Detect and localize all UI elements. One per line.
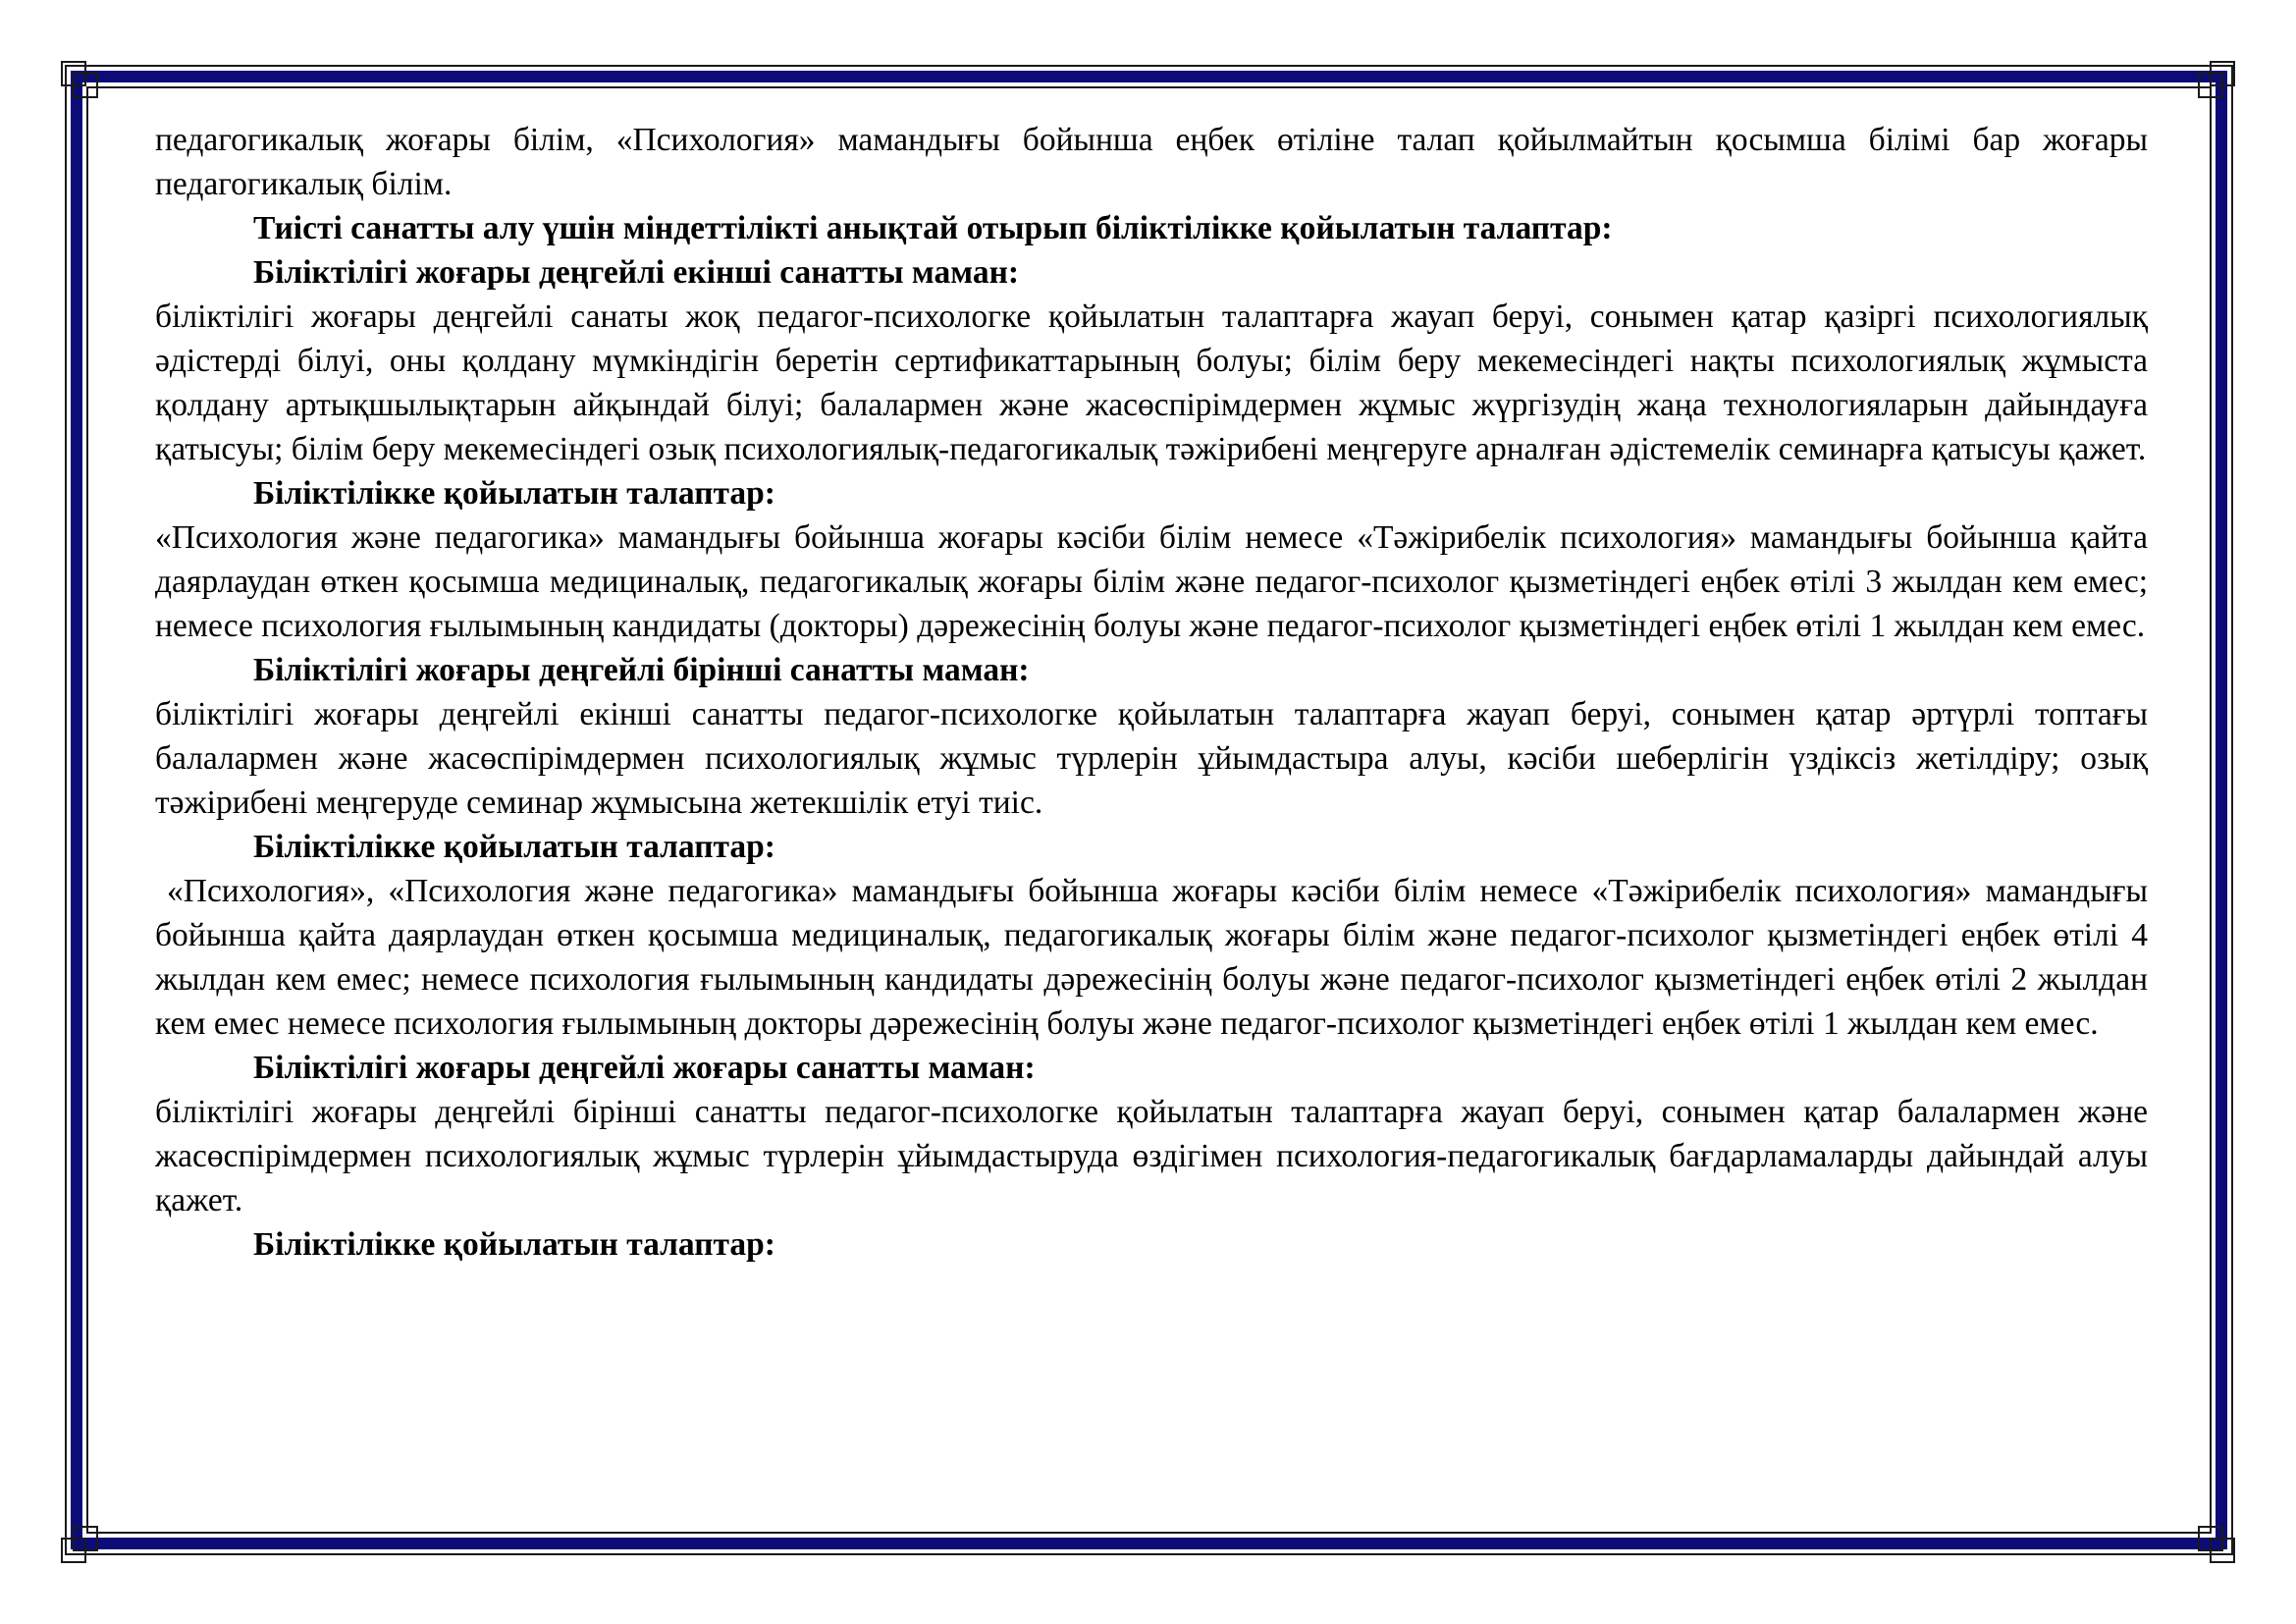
- paragraph-highest-category: біліктілігі жоғары деңгейлі бірінші санатты педагог-психологке қойылатын талаптарға жауап беруі, сонымен қатар балалармен және жасөспірімдермен психологиялық жұмыс түрлерін ұйымдастыруда өздігімен психология-педагогикалық бағдарламаларды дайындай алуы қажет.: [155, 1094, 2148, 1218]
- heading-first-category: Біліктілігі жоғары деңгейлі бірінші санатты маман:: [253, 652, 1030, 688]
- frame-corner-ornament: [2198, 61, 2235, 98]
- frame-corner-ornament: [61, 1526, 98, 1563]
- heading-highest-category: Біліктілігі жоғары деңгейлі жоғары санатты маман:: [253, 1050, 1036, 1086]
- document-body: [155, 118, 2148, 1267]
- paragraph-first-category: біліктілігі жоғары деңгейлі екінші санатты педагог-психологке қойылатын талаптарға жауап беруі, сонымен қатар әртүрлі топтағы балалармен және жасөспірімдермен психологиялық жұмыс түрлерін ұйымдастыра алуы, кәсіби шеберлігін үздіксіз жетілдіру; озық тәжірибені меңгеруде семинар жұмысына жетекшілік етуі тиіс.: [155, 696, 2148, 821]
- paragraph-first-category-requirements: «Психология», «Психология және педагогика» мамандығы бойынша жоғары кәсіби білім немесе «Тәжірибелік психология» мамандығы бойынша қайта даярлаудан өткен қосымша медициналық, педагогикалық жоғары білім және педагог-психолог қызметіндегі еңбек өтілі 4 жылдан кем емес; немесе психология ғылымының кандидаты дәрежесінің болуы және педагог-психолог қызметіндегі еңбек өтілі 2 жылдан кем емес немесе психология ғылымының докторы дәрежесінің болуы және педагог-психолог қызметіндегі еңбек өтілі 1 жылдан кем емес.: [155, 873, 2148, 1042]
- heading-qualification-requirements: Біліктілікке қойылатын талаптар:: [253, 475, 775, 512]
- heading-second-category: Біліктілігі жоғары деңгейлі екінші санатты маман:: [253, 254, 1020, 291]
- heading-qualification-requirements: Біліктілікке қойылатын талаптар:: [253, 1226, 775, 1263]
- paragraph-second-category-requirements: «Психология және педагогика» мамандығы бойынша жоғары кәсіби білім немесе «Тәжірибелік психология» мамандығы бойынша қайта даярлаудан өткен қосымша медициналық, педагогикалық жоғары білім және педагог-психолог қызметіндегі еңбек өтілі 3 жылдан кем емес; немесе психология ғылымының кандидаты (докторы) дәрежесінің болуы және педагог-психолог қызметіндегі еңбек өтілі 1 жылдан кем емес.: [155, 519, 2148, 644]
- frame-corner-ornament: [61, 61, 98, 98]
- paragraph-second-category: біліктілігі жоғары деңгейлі санаты жоқ педагог-психологке қойылатын талаптарға жауап беруі, сонымен қатар қазіргі психологиялық әдістерді білуі, оны қолдану мүмкіндігін беретін сертификаттарының болуы; білім беру мекемесіндегі нақты психологиялық жұмыста қолдану артықшылықтарын айқындай білуі; балалармен және жасөспірімдермен жұмыс жүргізудің жаңа технологияларын дайындауға қатысуы; білім беру мекемесіндегі озық психологиялық-педагогикалық тәжірибені меңгеруге арналған әдістемелік семинарға қатысуы қажет.: [155, 298, 2148, 467]
- heading-qualification-requirements: Біліктілікке қойылатын талаптар:: [253, 829, 775, 865]
- heading-requirements-general: Тиісті санатты алу үшін міндеттілікті анықтай отырып біліктілікке қойылатын талаптар:: [253, 210, 1613, 246]
- frame-corner-ornament: [2198, 1526, 2235, 1563]
- paragraph-intro: педагогикалық жоғары білім, «Психология» мамандығы бойынша еңбек өтіліне талап қойылмайтын қосымша білімі бар жоғары педагогикалық білім.: [155, 122, 2148, 202]
